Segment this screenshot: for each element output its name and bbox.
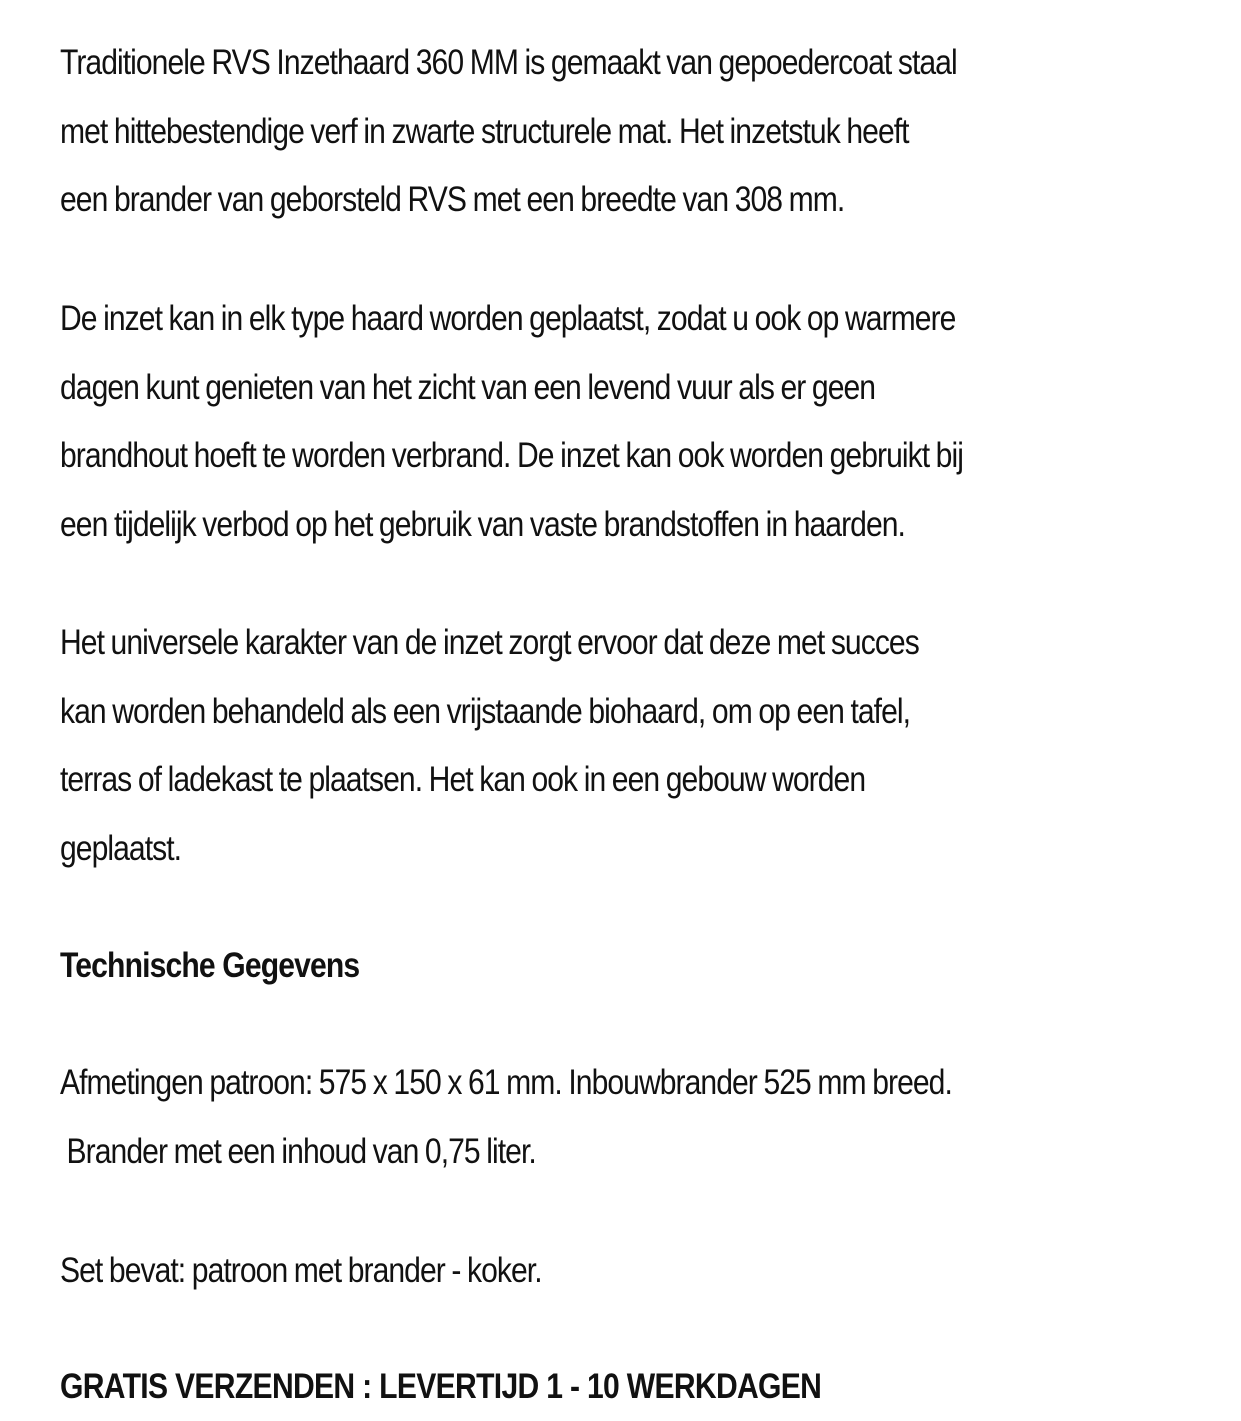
text-line: kan worden behandeld als een vrijstaande biohaard, om op een tafel, [60, 691, 911, 731]
text-line: dagen kunt genieten van het zicht van een levend vuur als er geen [60, 367, 876, 407]
text-line: De inzet kan in elk type haard worden geplaatst, zodat u ook op warmere [60, 299, 956, 338]
text-line: Set bevat: patroon met brander - koker. [60, 1251, 542, 1290]
specs-dimensions [60, 1049, 1204, 1186]
text-line: Afmetingen patroon: 575 x 150 x 61 mm. Inbouwbrander 525 mm breed. [60, 1063, 952, 1102]
text-line: een brander van geborsteld RVS met een breedte van 308 mm. [60, 180, 845, 219]
specs-heading: Technische Gegevens [60, 946, 360, 985]
text-line: met hittebestendige verf in zwarte structurele mat. Het inzetstuk heeft [60, 111, 909, 151]
text-line: een tijdelijk verbod op het gebruik van vaste brandstoffen in haarden. [60, 504, 905, 544]
specs-set-contents [60, 1237, 1204, 1306]
shipping-notice: GRATIS VERZENDEN : LEVERTIJD 1 - 10 WERKDAGEN [60, 1367, 822, 1406]
description-paragraph-1 [60, 29, 1204, 235]
text-line: geplaatst. [60, 828, 182, 868]
text-line: brandhout hoeft te worden verbrand. De inzet kan ook worden gebruikt bij [60, 436, 963, 475]
text-line: terras of ladekast te plaatsen. Het kan ook in een gebouw worden [60, 760, 866, 799]
description-paragraph-2 [60, 285, 1204, 559]
text-line: Traditionele RVS Inzethaard 360 MM is gemaakt van gepoedercoat staal [60, 43, 957, 82]
description-paragraph-3 [60, 609, 1204, 883]
text-line: Brander met een inhoud van 0,75 liter. [60, 1131, 536, 1171]
text-line: Het universele karakter van de inzet zorgt ervoor dat deze met succes [60, 623, 919, 662]
